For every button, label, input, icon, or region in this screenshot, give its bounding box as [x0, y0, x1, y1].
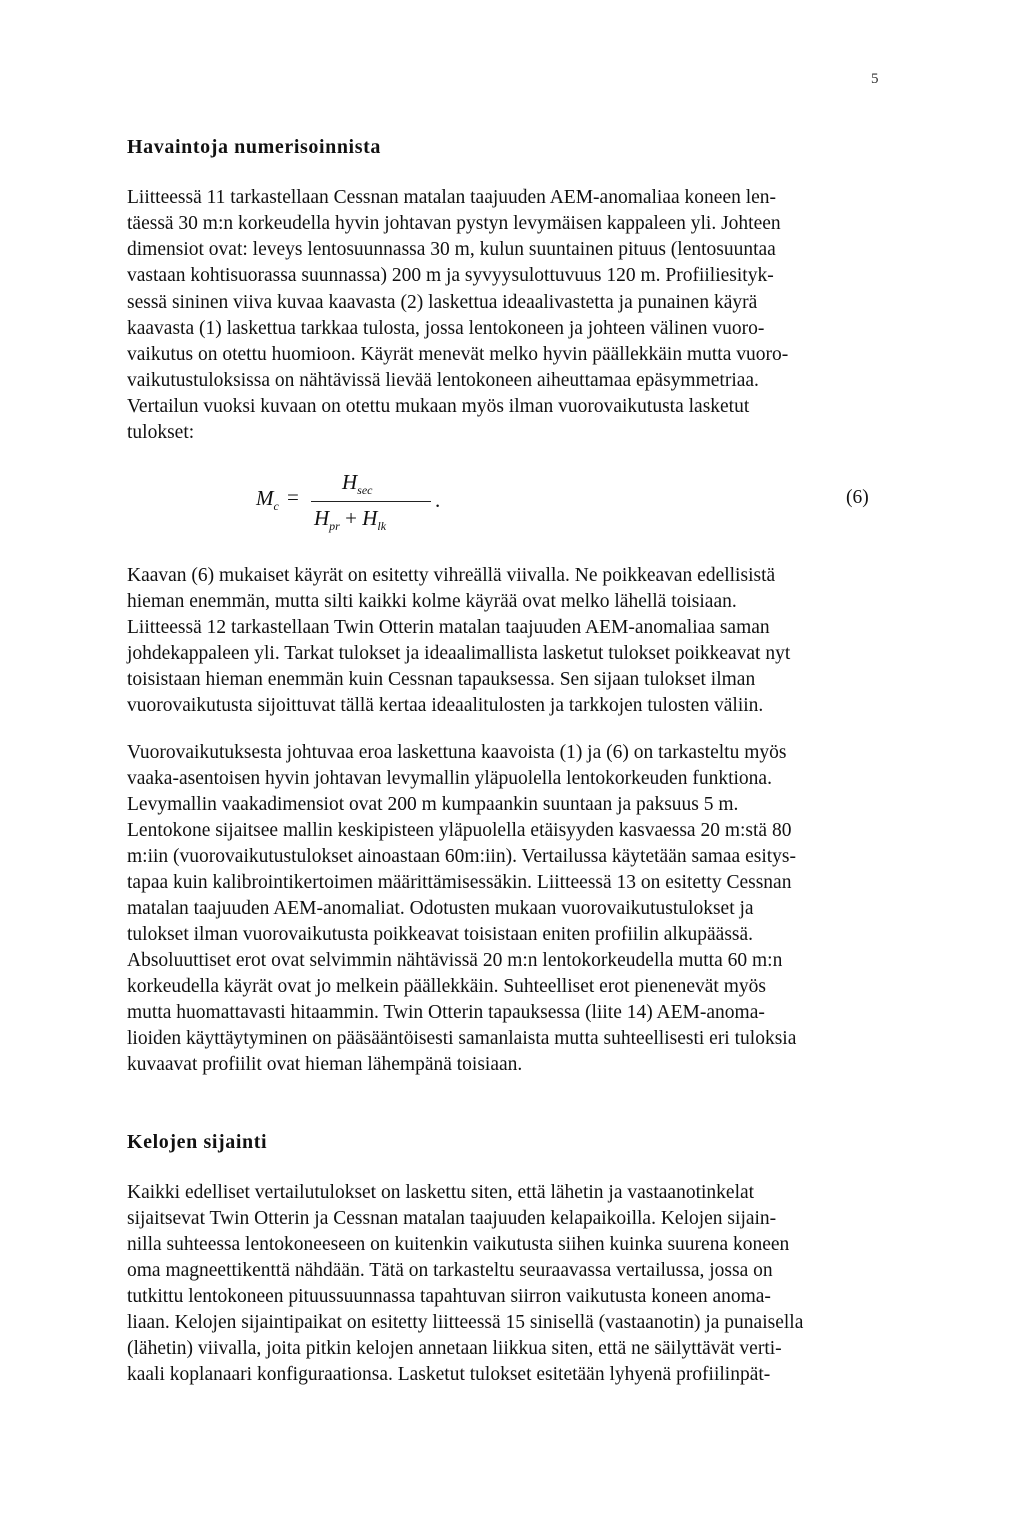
text-line: hieman enemmän, mutta silti kaikki kolme käyrää ovat melko lähellä toisiaan.: [127, 591, 737, 612]
text-line: täessä 30 m:n korkeudella hyvin johtavan pystyn levymäisen kappaleen yli. Johteen: [127, 213, 781, 234]
text-line: korkeudella käyrät ovat jo melkein päällekkäin. Suhteelliset erot pienenevät myös: [127, 976, 766, 997]
equation-period: .: [435, 488, 441, 512]
text-line: kaavasta (1) laskettua tarkkaa tulosta, jossa lentokoneen ja johteen välinen vuoro-: [127, 318, 765, 339]
text-line: vaaka-asentoisen hyvin johtavan levymallin yläpuolella lentokorkeuden funktiona.: [127, 768, 772, 789]
text-line: Liitteessä 11 tarkastellaan Cessnan matalan taajuuden AEM-anomaliaa koneen len-: [127, 187, 777, 208]
text-line: tapaa kuin kalibrointikertoimen määrittämisessäkin. Liitteessä 13 on esitetty Cessnan: [127, 872, 792, 893]
fraction-bar: [311, 501, 431, 502]
text-line: m:iin (vuorovaikutustulokset ainoastaan 60m:iin). Vertailussa käytetään samaa esitys-: [127, 846, 796, 867]
text-line: lioiden käyttäytyminen on pääsääntöisesti samanlaista mutta suhteellisesti eri tuloksia: [127, 1028, 797, 1049]
text-line: kuvaavat profiilit ovat hieman lähempänä toisiaan.: [127, 1054, 523, 1075]
text-line: tulokset ilman vuorovaikutusta poikkeavat toisistaan eniten profiilin alkupäässä.: [127, 924, 754, 945]
text-line: Kaavan (6) mukaiset käyrät on esitetty vihreällä viivalla. Ne poikkeavan edellisistä: [127, 565, 776, 586]
equation-numerator: $H_{sec}$: [342, 470, 373, 498]
text-line: vastaan kohtisuorassa suunnassa) 200 m ja syvyysulottuvuus 120 m. Profiiliesityk-: [127, 265, 774, 286]
equation-equals: =: [287, 485, 299, 509]
text-line: Levymallin vaakadimensiot ovat 200 m kumpaankin suuntaan ja paksuus 5 m.: [127, 794, 739, 815]
equation-number: (6): [846, 487, 869, 508]
text-line: Absoluuttiset erot ovat selvimmin nähtävissä 20 m:n lentokorkeudella mutta 60 m:n: [127, 950, 783, 971]
text-line: mutta huomattavasti hitaammin. Twin Otterin tapauksessa (liite 14) AEM-anoma-: [127, 1002, 765, 1023]
page-number: 5: [871, 71, 879, 87]
text-line: johdekappaleen yli. Tarkat tulokset ja ideaalimallista lasketut tulokset poikkeavat nyt: [127, 643, 791, 664]
text-line: tulokset:: [127, 422, 195, 443]
text-line: oma magneettikenttä nähdään. Tätä on tarkasteltu seuraavassa vertailussa, jossa on: [127, 1260, 773, 1281]
text-line: vuorovaikutusta sijoittuvat tällä kertaa ideaalitulosten ja tarkkojen tulosten väliin.: [127, 695, 764, 716]
text-line: kaali koplanaari konfiguraationsa. Lasketut tulokset esitetään lyhyenä profiilinpät-: [127, 1364, 771, 1385]
text-line: vaikutus on otettu huomioon. Käyrät menevät melko hyvin päällekkäin mutta vuoro-: [127, 344, 789, 365]
text-line: toisistaan hieman enemmän kuin Cessnan tapauksessa. Sen sijaan tulokset ilman: [127, 669, 756, 690]
text-line: (lähetin) viivalla, joita pitkin kelojen annetaan liikkua siten, että ne säilyttävät verti-: [127, 1338, 782, 1359]
equation-6: [256, 468, 456, 538]
text-line: Vuorovaikutuksesta johtuvaa eroa laskettuna kaavoista (1) ja (6) on tarkasteltu myös: [127, 742, 787, 763]
text-line: Vertailun vuoksi kuvaan on otettu mukaan myös ilman vuorovaikutusta lasketut: [127, 396, 750, 417]
section-heading-havaintoja: Havaintoja numerisoinnista: [127, 136, 381, 158]
text-line: Lentokone sijaitsee mallin keskipisteen yläpuolella etäisyyden kasvaessa 20 m:stä 80: [127, 820, 792, 841]
equation-lhs: $M_c$: [256, 486, 279, 514]
text-line: Liitteessä 12 tarkastellaan Twin Otterin matalan taajuuden AEM-anomaliaa saman: [127, 617, 770, 638]
text-line: matalan taajuuden AEM-anomaliat. Odotusten mukaan vuorovaikutustulokset ja: [127, 898, 754, 919]
text-line: Kaikki edelliset vertailutulokset on laskettu siten, että lähetin ja vastaanotinkelat: [127, 1182, 755, 1203]
text-line: vaikutustuloksissa on nähtävissä lievää lentokoneen aiheuttamaa epäsymmetriaa.: [127, 370, 759, 391]
equation-denominator: $H_{pr} + H_{lk}$: [314, 506, 387, 534]
text-line: nilla suhteessa lentokoneeseen on kuitenkin vaikutusta siihen kuinka suurena koneen: [127, 1234, 790, 1255]
text-line: dimensiot ovat: leveys lentosuunnassa 30 m, kulun suuntainen pituus (lentosuuntaa: [127, 239, 776, 260]
text-line: tutkittu lentokoneen pituussuunnassa tapahtuvan siirron vaikutusta koneen anoma-: [127, 1286, 771, 1307]
text-line: liaan. Kelojen sijaintipaikat on esitetty liitteessä 15 sinisellä (vastaanotin) ja punaisella: [127, 1312, 804, 1333]
text-line: sessä sininen viiva kuvaa kaavasta (2) laskettua ideaalivastetta ja punainen käyrä: [127, 292, 758, 313]
section-heading-kelojen-sijainti: Kelojen sijainti: [127, 1131, 268, 1153]
text-line: sijaitsevat Twin Otterin ja Cessnan matalan taajuuden kelapaikoilla. Kelojen sijain-: [127, 1208, 777, 1229]
